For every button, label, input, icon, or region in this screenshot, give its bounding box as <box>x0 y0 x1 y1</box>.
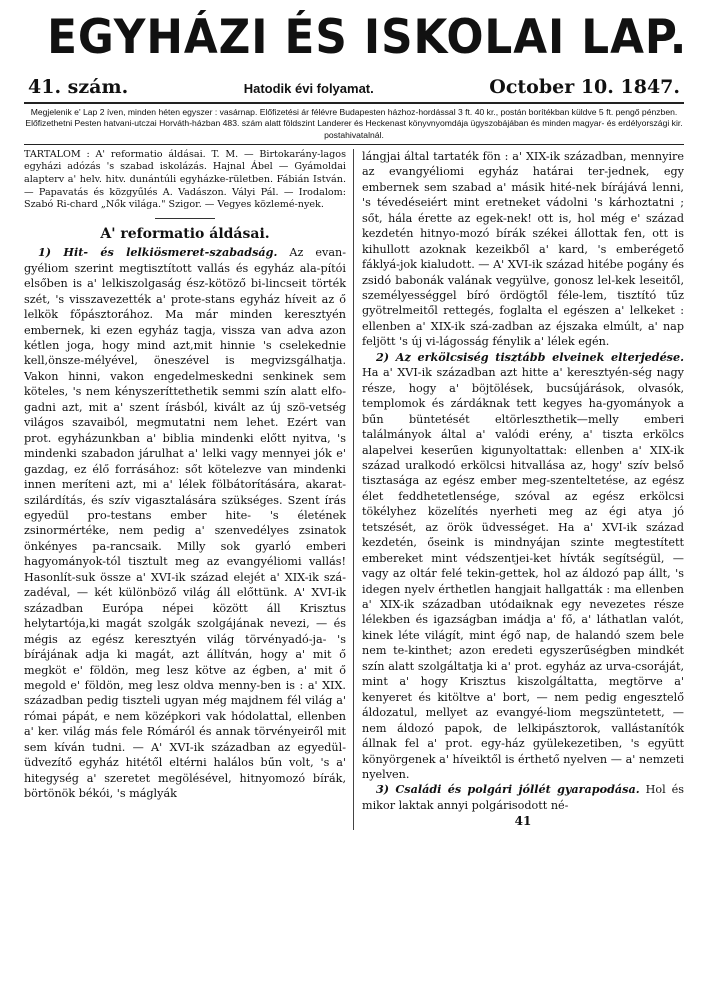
section1-text: Az evan-gyéliom szerint megtisztított vallás és egyház ala-pítói elsőben is a' lelkiszolgaság ész-kötöző bi-lincseit törték szét, 's visszavezették a' prote-stans egyház híveit az ő lelkök főpásztorához. Ma már minden keresztyén embernek, ki ezen egyház tagja, vissza van adva azon kétlen joga, hogy mind azt,mit hinnie 's cselekednie kell,önsze-mélyével, öneszével is megvizsgálhatja. Vakon hinni, vakon engedelmeskedni senkinek sem köteles, 's nem kényszeríttethetik semmi szín alatt elfo-gadni azt, mit a' szent írásból, kivált az új szö-vetség világos szavaiból, megmutatni nem lehet. Ezért van prot. egyházunkban a' biblia mindenki előtt nyitva, 's mindenki szabadon járulhat a' lelki vagy mennyei jók e' gazdag, ez élő forrásához: sőt kötelezve van mindenki innen meríteni azt, mi a' lélek fölbátorítására, akarat-szilárdítás, és szív vigasztalására szükséges. Szent írás egyedül pro-testans ember hite- 's életének zsinormértéke, nem pedig a' szenvedélyes zsinatok önkényes pa-rancsaik. Milly sok gyarló emberi hagyományok-tól tisztult meg az evangyéliomi vallás! Hasonlít-suk össze a' XVI-ik század elejét a' XIX-ik szá-zadéval, — két különböző világ áll előttünk. A' XVI-ik században Európa népei között áll Krisztus helytartója,ki magát szolgák szolgájának nevezi, — és mégis az egész keresztyén világ törvényadó-ja- 's bírájának adja ki magát, azt állítván, hogy a' mit ő megköt e' földön, meg lesz kötve az égben, a' mit ő megold e' földön, meg lesz oldva menny-ben is : a' XIX. században pedig tiszteli ugyan még majdnem fél világ a' római pápát, e nem középkori vak hódolattal, ellenben a' ker. világ más fele Rómáról és annak törvényeiről mit sem kíván tudni. — A' XVI-ik században az egyedül-üdvezítő egyház hitétől eltérni halálos bűn volt, 's a' hitegység a' szeretet megölésével, hitnyomozó bírák, börtönök békói, 's máglyák <box>24 246 346 801</box>
masthead-title: EGYHÁZI ÉS ISKOLAI LAP. <box>47 10 688 65</box>
section3-text: Hol és mikor laktak annyi polgárisodott né- <box>362 783 684 812</box>
newspaper-page <box>24 10 688 830</box>
section1-paragraph <box>24 245 346 801</box>
page-number: 41 <box>514 814 532 829</box>
issue-date: October 10. 1847. <box>489 76 680 98</box>
left-column <box>24 149 354 830</box>
section3-paragraph <box>362 782 684 813</box>
section1-continued: lángjai által tartaték fön : a' XIX-ik században, mennyire az evangyéliomi egyház határai ter-jednek, egy embernek sem szabad a' másik hité-nek bírájává lenni, 's tévedéseiért mint eretneket vádolni 's kárhoztatni ; sőt, hála érette az egek-nek! ott is, hol még e' század kezdetén hitnyo-mozó bírák székei állottak fen, ott is kihullott azoknak kezeikből a' kard, 's emberégető fáklyá-jok kialudott. — A' XVI-ik század hitébe pogány és zsidó babonák valának vegyülve, gonosz lel-kek leseitől, személyességgel bíró ördögtől féle-lem, tisztító tűz gyötrelmeitől rettegés, foglalta el egészen a' lelkeket : ellenben a' XIX-ik szá-zadban az éjszaka elmúlt, a' nap feljött 's új vi-lágosság fénylik a' lélek egén. <box>362 149 684 349</box>
subscription-rule <box>24 144 684 145</box>
table-of-contents: TARTALOM : A' reformatio áldásai. T. M. — Birtokarány-lagos egyházi adózás 's szabad iskolázás. Hajnal Ábel — Gyámoldai alapterv a' helv. hitv. dunántúli egyházke-rületben. Fábián István. — Papavatás és közgyűlés A. Vadászon. Vályi Pál. — Irodalom: Szabó Ri-chard „Nők világa." Szigor. — Vegyes közlemé-nyek. <box>24 148 346 211</box>
subscription-info: Megjelenik e' Lap 2 íven, minden héten egyszer : vasárnap. Előfizetési ár félévre Budapesten házhoz-hordással 3 ft. 40 kr., postán borítékban küldve 5 ft. pengő pénzben. Előfizethetni Pesten hatvani-utczai Horváth-házban 483. szám alatt földszint Landerer és Heckenast könyvnyomdája ügyszobájában és minden magyar- és erdélyországi kir. postahivatalnál. <box>25 107 683 140</box>
article-columns <box>24 149 684 830</box>
right-column <box>354 149 684 830</box>
section2-paragraph <box>362 350 684 783</box>
section2-heading: 2) Az erkölcsiség tisztább elveinek elterjedése. <box>376 349 684 364</box>
section1-heading: 1) Hit- és lelkiösmeret-szabadság. <box>38 245 278 260</box>
section2-text: Ha a' XVI-ik században azt hitte a' keresztyén-ség nagy része, hogy a' böjtölések, bucsújárások, olvasók, templomok és zárdáknak tett kegyes ha-gyományok a bűn büntetését eltörleszthetik—melly emberi találmányok által a' valódi erény, a' tiszta erkölcs alapelvei keserűen kigunyoltattak: ellenben a' XIX-ik század uralkodó erkölcsi hitvallása az, hogy' szív belső tisztasága az egész ember meg-szenteltetése, az egész élet feddhetetlensége, szóval az egész erkölcsi tökélyhez közelítés nyerheti meg az égi atya jó tetszését, az örök üdvességet. Ha a' XVI-ik század kezdetén, őseink is mindnyájan szinte megtestített embereket mint védszentjei-ket hívták segítségül, — vagy az oltár felé tekin-gettek, hol az áldozó pap állt, 's idegen nyelv érthetlen hangjait hallgatták : ma ellenben a' XIX-ik században utódaiknak egy nevezetes része lélekben és igazságban imádja a' fő, a' láthatlan valót, kinek léte világít, mint égő nap, de halandó szem bele nem te-kinthet; azon eredeti egyszerűségben mindkét szín alatt szolgáltatja ki a' prot. egyház az urva-csoráját, mint a' hogy Krisztus kiszolgáltatta, megtörve a' kenyeret és kitöltve a' bort, — nem pedig engesztelő áldozatul, mellyet az evangyé-liom megszüntetett, — nem áldozó papok, de lelkipásztorok, vallástanítók állnak fel a' prot. egy-ház gyülekezetiben, 's együtt könyörgenek a' híveiktől is érthető nyelven — a' nemzeti nyelven. <box>362 366 684 782</box>
section3-heading: 3) Családi és polgári jóllét gyarapodása. <box>376 782 640 797</box>
article-title: A' reformatio áldásai. <box>100 225 270 242</box>
issue-number: 41. szám. <box>28 76 129 98</box>
volume-label: Hatodik évi folyamat. <box>243 81 374 96</box>
issue-info-row <box>24 76 684 98</box>
toc-divider <box>155 218 215 219</box>
header-rule <box>24 102 684 104</box>
